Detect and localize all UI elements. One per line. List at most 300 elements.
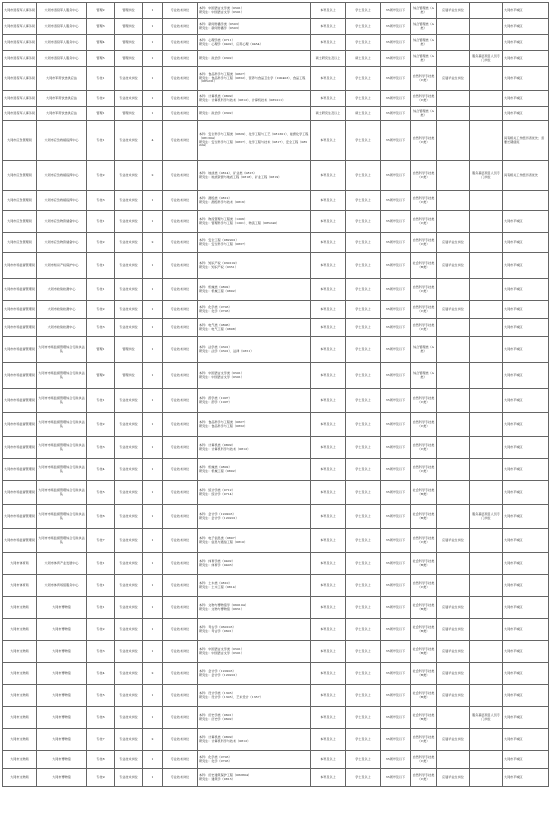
cell-graduate-limit bbox=[437, 19, 470, 35]
cell-major: 本科：体育学类（0402） 研究生：体育学（0403） bbox=[198, 553, 311, 575]
cell-exam-category: 自然科学专技类（C类） bbox=[411, 211, 437, 233]
cell-post-code: 专技1 bbox=[87, 575, 115, 597]
cell-notes: 大同市平城区 bbox=[503, 553, 549, 575]
cell-post-count: 1 bbox=[143, 769, 163, 787]
table-row bbox=[3, 619, 549, 641]
cell-post-code: 专技3 bbox=[87, 437, 115, 459]
cell-post-category: 专业技术岗位 bbox=[115, 413, 143, 437]
cell-post-category: 专业技术岗位 bbox=[115, 279, 143, 301]
cell-exam-category: 自然科学专技类（C类） bbox=[411, 191, 437, 211]
cell-graduate-limit bbox=[437, 35, 470, 51]
table-row bbox=[3, 505, 549, 529]
cell-degree: 学士及以上 bbox=[346, 337, 381, 363]
cell-unit: 大同市检验检测中心 bbox=[37, 279, 87, 301]
cell-degree: 硕士及以上 bbox=[346, 107, 381, 121]
cell-department: 大同市应急管理局 bbox=[3, 233, 37, 253]
cell-exam-category: 自然科学专技类（C类） bbox=[411, 769, 437, 787]
cell-department: 大同市文物局 bbox=[3, 729, 37, 751]
cell-special-limit bbox=[470, 389, 503, 413]
cell-graduate-limit bbox=[437, 481, 470, 505]
cell-graduate-limit bbox=[437, 161, 470, 191]
cell-graduate-limit bbox=[437, 389, 470, 413]
cell-degree: 学士及以上 bbox=[346, 597, 381, 619]
cell-unit: 大同市知识产权保护中心 bbox=[37, 253, 87, 279]
cell-notes: 大同市平城区 bbox=[503, 641, 549, 663]
cell-graduate-limit bbox=[437, 191, 470, 211]
cell-unit: 大同市退役军人服务中心 bbox=[37, 3, 87, 19]
cell-education: 本科及以上 bbox=[311, 597, 346, 619]
cell-special-limit bbox=[470, 597, 503, 619]
cell-major: 本科：电气类（0806） 研究生：电气工程（0808） bbox=[198, 319, 311, 337]
cell-special-limit bbox=[470, 191, 503, 211]
cell-post-category: 专业技术岗位 bbox=[115, 253, 143, 279]
cell-post-count: 1 bbox=[143, 211, 163, 233]
cell-education: 本科及以上 bbox=[311, 337, 346, 363]
cell-age: 35周岁及以下 bbox=[381, 253, 411, 279]
cell-degree: 学士及以上 bbox=[346, 751, 381, 769]
cell-education: 本科及以上 bbox=[311, 707, 346, 729]
cell-notes: 大同市平城区 bbox=[503, 685, 549, 707]
cell-major: 本科：测绘类（0812） 研究生：测绘科学与技术（0816） bbox=[198, 191, 311, 211]
cell-post-count: 1 bbox=[143, 337, 163, 363]
cell-department: 大同市应急管理局 bbox=[3, 161, 37, 191]
cell-post-category: 专业技术岗位 bbox=[115, 751, 143, 769]
cell-exam-category: 社会科学专技类（B类） bbox=[411, 505, 437, 529]
cell-post-count: 1 bbox=[143, 641, 163, 663]
table-row bbox=[3, 19, 549, 35]
cell-post-type: 专业技术岗位 bbox=[163, 553, 198, 575]
table-row bbox=[3, 91, 549, 107]
cell-special-limit bbox=[470, 35, 503, 51]
cell-unit: 大同市退役军人服务中心 bbox=[37, 19, 87, 35]
cell-post-code: 专技1 bbox=[87, 67, 115, 91]
cell-post-category: 专业技术岗位 bbox=[115, 729, 143, 751]
table-row bbox=[3, 663, 549, 685]
cell-education: 本科及以上 bbox=[311, 389, 346, 413]
cell-degree: 学士及以上 bbox=[346, 35, 381, 51]
cell-age: 35周岁及以下 bbox=[381, 211, 411, 233]
cell-age: 35周岁及以下 bbox=[381, 413, 411, 437]
cell-unit: 大同市检验检测中心 bbox=[37, 301, 87, 319]
cell-post-code: 专技2 bbox=[87, 619, 115, 641]
cell-exam-category: 自然科学专技类（C类） bbox=[411, 729, 437, 751]
cell-exam-category: 自然科学专技类（C类） bbox=[411, 161, 437, 191]
cell-post-code: 管理5 bbox=[87, 51, 115, 67]
cell-notes: 大同市平城区 bbox=[503, 301, 549, 319]
cell-degree: 学士及以上 bbox=[346, 437, 381, 459]
cell-post-code: 专技5 bbox=[87, 685, 115, 707]
cell-age: 35周岁及以下 bbox=[381, 553, 411, 575]
cell-post-code: 管理1 bbox=[87, 107, 115, 121]
cell-post-code: 专技2 bbox=[87, 161, 115, 191]
cell-special-limit bbox=[470, 91, 503, 107]
cell-special-limit bbox=[470, 459, 503, 481]
cell-major: 本科：物流管理与工程类（1206） 研究生：管理科学与工程（1201）、物流工程（085240） bbox=[198, 211, 311, 233]
cell-major: 本科：新闻传播学类（0503） 研究生：新闻传播学（0503） bbox=[198, 19, 311, 35]
cell-post-category: 专业技术岗位 bbox=[115, 597, 143, 619]
cell-post-count: 4 bbox=[143, 121, 163, 161]
cell-unit: 大同市博物馆 bbox=[37, 597, 87, 619]
cell-unit: 大同市市场监督管理综合行政执法队 bbox=[37, 529, 87, 553]
cell-notes: 具有相关工作经历者优先；需要长期值班 bbox=[503, 121, 549, 161]
cell-age: 35周岁及以下 bbox=[381, 529, 411, 553]
table-row bbox=[3, 707, 549, 729]
cell-degree: 学士及以上 bbox=[346, 619, 381, 641]
cell-exam-category: 自然科学专技类（C类） bbox=[411, 751, 437, 769]
cell-special-limit: 服务基层项目人员专门岗位 bbox=[470, 505, 503, 529]
cell-post-count: 1 bbox=[143, 481, 163, 505]
cell-special-limit bbox=[470, 751, 503, 769]
cell-department: 大同市市场监督管理局 bbox=[3, 459, 37, 481]
cell-exam-category: 自然科学专技类（C类） bbox=[411, 91, 437, 107]
cell-exam-category: 社会科学专技类（B类） bbox=[411, 253, 437, 279]
cell-education: 本科及以上 bbox=[311, 729, 346, 751]
cell-post-category: 专业技术岗位 bbox=[115, 707, 143, 729]
cell-degree: 学士及以上 bbox=[346, 161, 381, 191]
cell-graduate-limit bbox=[437, 459, 470, 481]
cell-education: 本科及以上 bbox=[311, 619, 346, 641]
cell-post-code: 专技3 bbox=[87, 191, 115, 211]
cell-graduate-limit bbox=[437, 751, 470, 769]
cell-exam-category: 自然科学专技类（C类） bbox=[411, 67, 437, 91]
cell-post-code: 管理2 bbox=[87, 3, 115, 19]
cell-department: 大同市文物局 bbox=[3, 769, 37, 787]
cell-post-category: 专业技术岗位 bbox=[115, 67, 143, 91]
cell-education: 硕士研究生及以上 bbox=[311, 51, 346, 67]
table-row bbox=[3, 233, 549, 253]
cell-exam-category: 综合管理类（A类） bbox=[411, 363, 437, 389]
cell-special-limit bbox=[470, 253, 503, 279]
cell-department: 大同市文物局 bbox=[3, 685, 37, 707]
cell-post-code: 专技1 bbox=[87, 211, 115, 233]
cell-post-count: 1 bbox=[143, 575, 163, 597]
cell-age: 35周岁及以下 bbox=[381, 481, 411, 505]
cell-department: 大同市市场监督管理局 bbox=[3, 481, 37, 505]
cell-unit: 大同市体育场馆服务中心 bbox=[37, 575, 87, 597]
cell-major: 本科：安全工程（082901） 研究生：安全科学与工程（0837） bbox=[198, 233, 311, 253]
cell-notes: 大同市平城区 bbox=[503, 233, 549, 253]
cell-special-limit bbox=[470, 319, 503, 337]
cell-education: 本科及以上 bbox=[311, 161, 346, 191]
cell-department: 大同市市场监督管理局 bbox=[3, 301, 37, 319]
cell-major: 研究生：政治学（0302） bbox=[198, 51, 311, 67]
cell-age: 35周岁及以下 bbox=[381, 121, 411, 161]
cell-degree: 学士及以上 bbox=[346, 19, 381, 35]
cell-post-type: 专业技术岗位 bbox=[163, 685, 198, 707]
cell-unit: 大同市退役军人服务中心 bbox=[37, 35, 87, 51]
cell-exam-category: 社会科学专技类（B类） bbox=[411, 481, 437, 505]
cell-special-limit bbox=[470, 553, 503, 575]
cell-exam-category: 自然科学专技类（C类） bbox=[411, 279, 437, 301]
cell-age: 35周岁及以下 bbox=[381, 191, 411, 211]
cell-special-limit bbox=[470, 619, 503, 641]
cell-post-code: 专技3 bbox=[87, 641, 115, 663]
cell-special-limit bbox=[470, 481, 503, 505]
cell-post-count: 2 bbox=[143, 663, 163, 685]
cell-notes: 大同市平城区 bbox=[503, 413, 549, 437]
cell-post-code: 专技8 bbox=[87, 751, 115, 769]
cell-exam-category: 社会科学专技类（B类） bbox=[411, 553, 437, 575]
cell-post-type: 专业技术岗位 bbox=[163, 19, 198, 35]
cell-degree: 学士及以上 bbox=[346, 3, 381, 19]
table-row bbox=[3, 529, 549, 553]
cell-post-code: 专技4 bbox=[87, 663, 115, 685]
cell-exam-category: 综合管理类（A类） bbox=[411, 337, 437, 363]
cell-major: 本科：中国语言文学类（0501） 研究生：中国语言文学（0501） bbox=[198, 363, 311, 389]
cell-post-count: 1 bbox=[143, 91, 163, 107]
cell-post-count: 1 bbox=[143, 319, 163, 337]
cell-graduate-limit bbox=[437, 337, 470, 363]
cell-notes: 大同市平城区 bbox=[503, 707, 549, 729]
cell-post-type: 专业技术岗位 bbox=[163, 67, 198, 91]
cell-special-limit bbox=[470, 641, 503, 663]
cell-notes: 大同市平城区 bbox=[503, 769, 549, 787]
cell-graduate-limit bbox=[437, 279, 470, 301]
cell-department: 大同市市场监督管理局 bbox=[3, 337, 37, 363]
table-row bbox=[3, 3, 549, 19]
cell-exam-category: 社会科学专技类（B类） bbox=[411, 685, 437, 707]
cell-age: 35周岁及以下 bbox=[381, 107, 411, 121]
cell-department: 大同市退役军人事务局 bbox=[3, 91, 37, 107]
cell-notes: 大同市平城区 bbox=[503, 211, 549, 233]
cell-major: 本科：地质类（0814）、矿业类（0815） 研究生：地质资源与地质工程（0818）、矿业工程（0819） bbox=[198, 161, 311, 191]
cell-special-limit bbox=[470, 19, 503, 35]
cell-age: 35周岁及以下 bbox=[381, 619, 411, 641]
table-row bbox=[3, 437, 549, 459]
cell-exam-category: 自然科学专技类（C类） bbox=[411, 301, 437, 319]
cell-post-category: 专业技术岗位 bbox=[115, 685, 143, 707]
cell-degree: 学士及以上 bbox=[346, 191, 381, 211]
cell-post-type: 专业技术岗位 bbox=[163, 481, 198, 505]
cell-graduate-limit: 应届毕业生岗位 bbox=[437, 729, 470, 751]
cell-post-count: 1 bbox=[143, 707, 163, 729]
table-row bbox=[3, 161, 549, 191]
cell-degree: 学士及以上 bbox=[346, 459, 381, 481]
cell-notes: 大同市平城区 bbox=[503, 319, 549, 337]
cell-post-category: 专业技术岗位 bbox=[115, 437, 143, 459]
cell-degree: 学士及以上 bbox=[346, 481, 381, 505]
cell-age: 35周岁及以下 bbox=[381, 19, 411, 35]
cell-notes: 大同市平城区 bbox=[503, 337, 549, 363]
cell-education: 本科及以上 bbox=[311, 363, 346, 389]
cell-post-category: 专业技术岗位 bbox=[115, 459, 143, 481]
cell-age: 35周岁及以下 bbox=[381, 389, 411, 413]
cell-special-limit bbox=[470, 107, 503, 121]
table-row bbox=[3, 769, 549, 787]
cell-post-category: 专业技术岗位 bbox=[115, 663, 143, 685]
cell-department: 大同市退役军人事务局 bbox=[3, 35, 37, 51]
cell-post-code: 专技6 bbox=[87, 707, 115, 729]
table-row bbox=[3, 575, 549, 597]
cell-post-code: 专技1 bbox=[87, 553, 115, 575]
cell-department: 大同市退役军人事务局 bbox=[3, 19, 37, 35]
cell-special-limit bbox=[470, 437, 503, 459]
cell-special-limit bbox=[470, 413, 503, 437]
cell-post-count: 1 bbox=[143, 553, 163, 575]
cell-graduate-limit bbox=[437, 319, 470, 337]
cell-major: 本科：安全科学与工程类（0829）、化学工程与工艺（081301）、能源化学工程（081304） 研究生：安全科学与工程（0837）、化学工程与技术（0817）、安全工程（085224） bbox=[198, 121, 311, 161]
cell-notes: 大同市平城区 bbox=[503, 481, 549, 505]
cell-special-limit bbox=[470, 685, 503, 707]
table-row bbox=[3, 413, 549, 437]
cell-education: 本科及以上 bbox=[311, 67, 346, 91]
cell-post-category: 管理岗位 bbox=[115, 363, 143, 389]
cell-degree: 硕士及以上 bbox=[346, 51, 381, 67]
cell-unit: 大同市应急物资储备中心 bbox=[37, 233, 87, 253]
cell-graduate-limit: 应届毕业生岗位 bbox=[437, 769, 470, 787]
cell-exam-category: 综合管理类（A类） bbox=[411, 3, 437, 19]
cell-special-limit: 服务基层项目人员专门岗位 bbox=[470, 707, 503, 729]
cell-notes: 大同市平城区 bbox=[503, 3, 549, 19]
table-row bbox=[3, 751, 549, 769]
cell-education: 本科及以上 bbox=[311, 319, 346, 337]
cell-degree: 学士及以上 bbox=[346, 211, 381, 233]
cell-degree: 学士及以上 bbox=[346, 575, 381, 597]
cell-major: 本科：计算机类（0809） 研究生：计算机科学与技术（0812） bbox=[198, 437, 311, 459]
cell-department: 大同市应急管理局 bbox=[3, 191, 37, 211]
cell-post-type: 专业技术岗位 bbox=[163, 597, 198, 619]
cell-post-count: 1 bbox=[143, 363, 163, 389]
cell-post-category: 专业技术岗位 bbox=[115, 619, 143, 641]
cell-department: 大同市文物局 bbox=[3, 619, 37, 641]
cell-exam-category: 自然科学专技类（C类） bbox=[411, 459, 437, 481]
cell-unit: 大同市博物馆 bbox=[37, 707, 87, 729]
cell-post-count: 1 bbox=[143, 301, 163, 319]
cell-graduate-limit: 应届毕业生岗位 bbox=[437, 301, 470, 319]
cell-degree: 学士及以上 bbox=[346, 769, 381, 787]
cell-degree: 学士及以上 bbox=[346, 553, 381, 575]
cell-unit: 大同市退役军人服务中心 bbox=[37, 51, 87, 67]
cell-graduate-limit: 应届毕业生岗位 bbox=[437, 663, 470, 685]
cell-major: 研究生：政治学（0302） bbox=[198, 107, 311, 121]
cell-education: 本科及以上 bbox=[311, 121, 346, 161]
recruitment-table bbox=[2, 2, 549, 787]
cell-post-count: 1 bbox=[143, 3, 163, 19]
cell-special-limit bbox=[470, 337, 503, 363]
cell-education: 本科及以上 bbox=[311, 459, 346, 481]
cell-special-limit: 服务基层项目人员专门岗位 bbox=[470, 161, 503, 191]
cell-special-limit bbox=[470, 663, 503, 685]
cell-age: 35周岁及以下 bbox=[381, 301, 411, 319]
cell-post-category: 专业技术岗位 bbox=[115, 319, 143, 337]
cell-age: 35周岁及以下 bbox=[381, 51, 411, 67]
cell-post-type: 专业技术岗位 bbox=[163, 51, 198, 67]
cell-major: 本科：中国语言文学类（0501） 研究生：中国语言文学（0501） bbox=[198, 3, 311, 19]
cell-special-limit bbox=[470, 301, 503, 319]
table-row bbox=[3, 597, 549, 619]
cell-special-limit bbox=[470, 67, 503, 91]
cell-exam-category: 自然科学专技类（C类） bbox=[411, 233, 437, 253]
cell-post-code: 专技3 bbox=[87, 319, 115, 337]
cell-major: 本科：设计学类（1305） 研究生：设计学（1305）、艺术设计（1357） bbox=[198, 685, 311, 707]
cell-department: 大同市文物局 bbox=[3, 663, 37, 685]
cell-graduate-limit bbox=[437, 107, 470, 121]
cell-post-code: 专技2 bbox=[87, 413, 115, 437]
cell-post-type: 专业技术岗位 bbox=[163, 663, 198, 685]
cell-exam-category: 社会科学专技类（B类） bbox=[411, 597, 437, 619]
cell-post-code: 专技2 bbox=[87, 91, 115, 107]
cell-department: 大同市退役军人事务局 bbox=[3, 67, 37, 91]
cell-post-code: 专技9 bbox=[87, 769, 115, 787]
cell-graduate-limit: 应届毕业生岗位 bbox=[437, 685, 470, 707]
cell-age: 35周岁及以下 bbox=[381, 769, 411, 787]
cell-post-count: 1 bbox=[143, 413, 163, 437]
cell-notes: 大同市平城区 bbox=[503, 505, 549, 529]
cell-post-type: 专业技术岗位 bbox=[163, 35, 198, 51]
cell-age: 35周岁及以下 bbox=[381, 751, 411, 769]
table-row bbox=[3, 337, 549, 363]
cell-major: 本科：历史学类（0601） 研究生：历史学（0602） bbox=[198, 707, 311, 729]
cell-major: 本科：机械类（0802） 研究生：机械工程（0802） bbox=[198, 459, 311, 481]
cell-education: 本科及以上 bbox=[311, 685, 346, 707]
cell-exam-category: 社会科学专技类（B类） bbox=[411, 619, 437, 641]
cell-graduate-limit: 应届毕业生岗位 bbox=[437, 597, 470, 619]
table-row bbox=[3, 685, 549, 707]
cell-post-category: 专业技术岗位 bbox=[115, 553, 143, 575]
cell-age: 35周岁及以下 bbox=[381, 597, 411, 619]
cell-post-category: 专业技术岗位 bbox=[115, 121, 143, 161]
cell-notes: 大同市平城区 bbox=[503, 729, 549, 751]
cell-post-type: 专业技术岗位 bbox=[163, 161, 198, 191]
cell-major: 本科：统计学类（0712） 研究生：统计学（0714） bbox=[198, 481, 311, 505]
cell-degree: 学士及以上 bbox=[346, 279, 381, 301]
cell-notes: 大同市平城区 bbox=[503, 529, 549, 553]
cell-education: 本科及以上 bbox=[311, 191, 346, 211]
cell-post-type: 专业技术岗位 bbox=[163, 233, 198, 253]
cell-post-code: 专技1 bbox=[87, 121, 115, 161]
cell-major: 本科：化学类（0703） 研究生：化学（0703） bbox=[198, 751, 311, 769]
cell-graduate-limit bbox=[437, 505, 470, 529]
cell-department: 大同市应急管理局 bbox=[3, 211, 37, 233]
cell-exam-category: 综合管理类（A类） bbox=[411, 19, 437, 35]
cell-post-type: 专业技术岗位 bbox=[163, 459, 198, 481]
cell-post-category: 专业技术岗位 bbox=[115, 505, 143, 529]
cell-notes: 大同市平城区 bbox=[503, 107, 549, 121]
cell-post-type: 专业技术岗位 bbox=[163, 211, 198, 233]
cell-post-count: 2 bbox=[143, 233, 163, 253]
cell-degree: 学士及以上 bbox=[346, 301, 381, 319]
cell-post-count: 1 bbox=[143, 253, 163, 279]
cell-special-limit: 服务基层项目人员专门岗位 bbox=[470, 51, 503, 67]
table-row bbox=[3, 389, 549, 413]
cell-age: 35周岁及以下 bbox=[381, 707, 411, 729]
cell-exam-category: 社会科学专技类（B类） bbox=[411, 707, 437, 729]
cell-education: 本科及以上 bbox=[311, 751, 346, 769]
cell-degree: 学士及以上 bbox=[346, 253, 381, 279]
cell-degree: 学士及以上 bbox=[346, 121, 381, 161]
cell-graduate-limit: 应届毕业生岗位 bbox=[437, 529, 470, 553]
cell-education: 本科及以上 bbox=[311, 437, 346, 459]
cell-major: 本科：知识产权（030102） 研究生：知识产权（0351） bbox=[198, 253, 311, 279]
cell-post-code: 专技5 bbox=[87, 481, 115, 505]
cell-special-limit bbox=[470, 729, 503, 751]
cell-post-count: 1 bbox=[143, 685, 163, 707]
cell-exam-category: 自然科学专技类（C类） bbox=[411, 389, 437, 413]
cell-age: 35周岁及以下 bbox=[381, 337, 411, 363]
cell-age: 35周岁及以下 bbox=[381, 35, 411, 51]
cell-post-count: 2 bbox=[143, 729, 163, 751]
cell-degree: 学士及以上 bbox=[346, 529, 381, 553]
table-row bbox=[3, 35, 549, 51]
cell-special-limit bbox=[470, 233, 503, 253]
cell-age: 35周岁及以下 bbox=[381, 575, 411, 597]
cell-post-count: 1 bbox=[143, 505, 163, 529]
cell-post-code: 专技1 bbox=[87, 279, 115, 301]
cell-notes bbox=[503, 191, 549, 211]
cell-graduate-limit bbox=[437, 91, 470, 107]
cell-degree: 学士及以上 bbox=[346, 663, 381, 685]
cell-major: 本科：食品科学与工程类（0827） 研究生：食品科学与工程（0832） bbox=[198, 413, 311, 437]
